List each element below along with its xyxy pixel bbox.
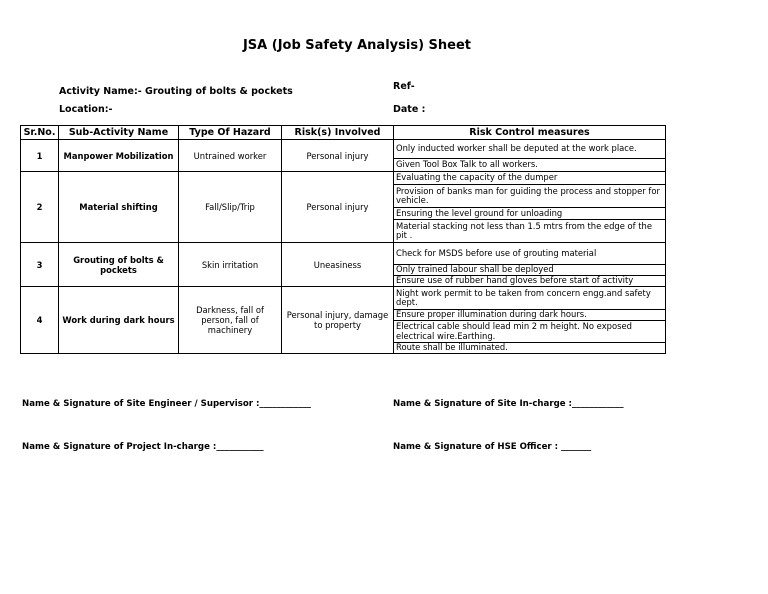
hazard: Skin irritation — [179, 243, 282, 287]
hazard: Untrained worker — [179, 140, 282, 172]
table-row — [21, 287, 666, 310]
sr-no: 2 — [21, 172, 59, 243]
risk: Personal injury — [282, 140, 394, 172]
control-measure: Ensure proper illumination during dark hours. — [394, 310, 666, 321]
risk: Personal injury — [282, 172, 394, 243]
table-row — [21, 172, 666, 185]
table-header-row — [21, 126, 666, 140]
signature-site-engineer: Name & Signature of Site Engineer / Supervisor :____________ — [22, 399, 311, 409]
col-header-sub-activity: Sub-Activity Name — [59, 126, 179, 140]
col-header-control: Risk Control measures — [394, 126, 666, 140]
risk: Personal injury, damage to property — [282, 287, 394, 354]
control-measure: Given Tool Box Talk to all workers. — [394, 159, 666, 172]
control-measure: Ensure use of rubber hand gloves before start of activity — [394, 276, 666, 287]
location-label: Location:- — [59, 104, 113, 115]
sr-no: 3 — [21, 243, 59, 287]
control-measure: Night work permit to be taken from concern engg.and safety dept. — [394, 287, 666, 310]
sr-no: 1 — [21, 140, 59, 172]
sr-no: 4 — [21, 287, 59, 354]
ref-label: Ref- — [393, 81, 415, 92]
control-measure: Check for MSDS before use of grouting material — [394, 243, 666, 265]
control-measure: Ensuring the level ground for unloading — [394, 208, 666, 220]
control-measure: Route shall be illuminated. — [394, 343, 666, 354]
col-header-srno: Sr.No. — [21, 126, 59, 140]
risk: Uneasiness — [282, 243, 394, 287]
control-measure: Material stacking not less than 1.5 mtrs from the edge of the pit . — [394, 220, 666, 243]
signature-project-incharge: Name & Signature of Project In-charge :___________ — [22, 442, 264, 452]
jsa-table — [20, 125, 666, 354]
signature-hse-officer: Name & Signature of HSE Officer : _______ — [393, 442, 592, 452]
sub-activity: Material shifting — [59, 172, 179, 243]
date-label: Date : — [393, 104, 426, 115]
control-measure: Only trained labour shall be deployed — [394, 265, 666, 276]
sub-activity: Work during dark hours — [59, 287, 179, 354]
activity-name: Activity Name:- Grouting of bolts & pockets — [59, 86, 293, 97]
col-header-hazard: Type Of Hazard — [179, 126, 282, 140]
control-measure: Only inducted worker shall be deputed at the work place. — [394, 140, 666, 159]
page-title: JSA (Job Safety Analysis) Sheet — [242, 38, 472, 53]
control-measure: Provision of banks man for guiding the process and stopper for vehicle. — [394, 185, 666, 208]
table-row — [21, 140, 666, 159]
hazard: Darkness, fall of person, fall of machinery — [179, 287, 282, 354]
sub-activity: Grouting of bolts & pockets — [59, 243, 179, 287]
hazard: Fall/Slip/Trip — [179, 172, 282, 243]
col-header-risk: Risk(s) Involved — [282, 126, 394, 140]
control-measure: Evaluating the capacity of the dumper — [394, 172, 666, 185]
control-measure: Electrical cable should lead min 2 m height. No exposed electrical wire.Earthing. — [394, 321, 666, 343]
table-row — [21, 243, 666, 265]
sub-activity: Manpower Mobilization — [59, 140, 179, 172]
signature-site-incharge: Name & Signature of Site In-charge :____________ — [393, 399, 624, 409]
